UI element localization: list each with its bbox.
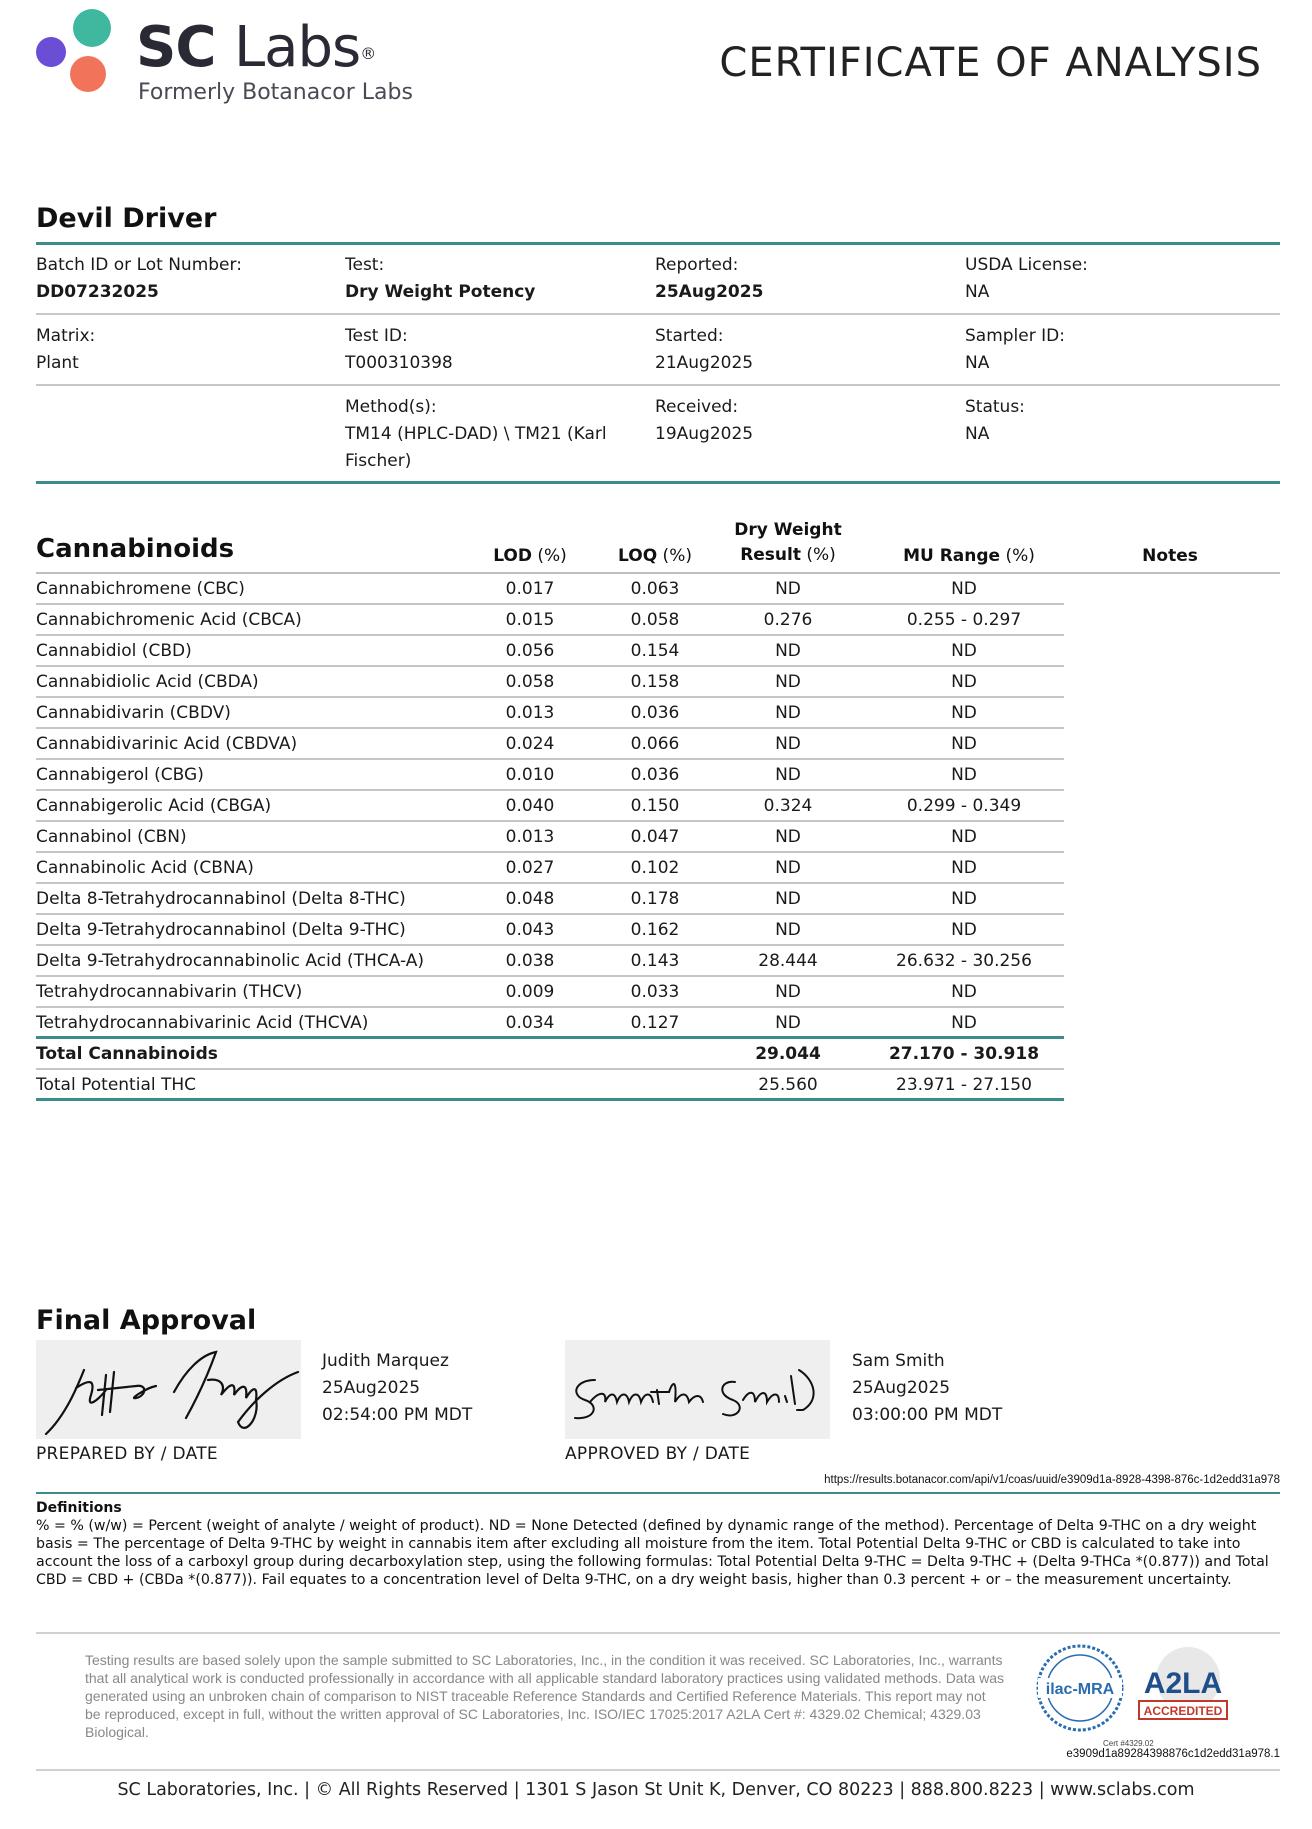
- table-row: [36, 822, 1064, 853]
- mu-range-cell: 27.170 - 30.918: [888, 1044, 1040, 1064]
- result-cell: ND: [775, 920, 801, 940]
- lod-cell: 0.056: [505, 641, 555, 661]
- lod-cell: 0.009: [505, 982, 555, 1002]
- result-cell: ND: [775, 1013, 801, 1033]
- result-cell: ND: [775, 641, 801, 661]
- certificate-hash: e3909d1a89284398876c1d2edd31a978.1: [1066, 1748, 1280, 1760]
- analyte-name-cell: Cannabidivarinic Acid (CBDVA): [36, 734, 298, 754]
- analyte-name-cell: Cannabinol (CBN): [36, 827, 187, 847]
- approved-name: Sam Smith: [852, 1351, 945, 1371]
- analyte-name-cell: Tetrahydrocannabivarin (THCV): [36, 982, 303, 1002]
- analyte-name-cell: Cannabigerol (CBG): [36, 765, 204, 785]
- prepared-info: [322, 1348, 472, 1429]
- prepared-caption: PREPARED BY / DATE: [36, 1444, 218, 1464]
- method-value-line2: Fischer): [345, 451, 412, 471]
- table-row: [36, 915, 1064, 946]
- test-label: Test:: [345, 255, 385, 275]
- cert-number-small: Cert #4329.02: [1103, 1739, 1154, 1748]
- ilac-mra-badge-icon: [1034, 1643, 1126, 1733]
- lod-header: LOD (%): [493, 546, 567, 566]
- started-info: [655, 323, 935, 377]
- status-info: [965, 394, 1245, 448]
- matrix-info: [36, 323, 316, 377]
- prepared-time: 02:54:00 PM MDT: [322, 1405, 473, 1425]
- divider: [36, 313, 1280, 315]
- table-row: [36, 698, 1064, 729]
- approved-caption: APPROVED BY / DATE: [565, 1444, 751, 1464]
- results-url-link[interactable]: https://results.botanacor.com/api/v1/coas/uuid/e3909d1a-8928-4398-876c-1d2edd31a978: [824, 1474, 1280, 1486]
- result-cell: 29.044: [755, 1044, 821, 1064]
- method-value-line1: TM14 (HPLC-DAD) \ TM21 (Karl: [345, 424, 607, 444]
- prepared-signature: [36, 1340, 301, 1439]
- divider: [36, 481, 1280, 484]
- loq-cell: 0.036: [630, 703, 680, 723]
- batch-value: DD07232025: [36, 282, 159, 302]
- table-row: [36, 884, 1064, 915]
- approved-info: [852, 1348, 1002, 1429]
- test-info: [345, 252, 625, 306]
- result-cell: 0.324: [763, 796, 813, 816]
- analyte-name-cell: Total Potential THC: [36, 1075, 197, 1095]
- prepared-date: 25Aug2025: [322, 1378, 421, 1398]
- analyte-name-cell: Cannabichromenic Acid (CBCA): [36, 610, 302, 630]
- mu-range-cell: ND: [951, 672, 977, 692]
- table-row: [36, 574, 1064, 605]
- received-value: 19Aug2025: [655, 424, 754, 444]
- table-row: [36, 791, 1064, 822]
- loq-cell: 0.162: [630, 920, 680, 940]
- table-row: [36, 977, 1064, 1008]
- reported-info: [655, 252, 935, 306]
- lod-cell: 0.013: [505, 827, 555, 847]
- method-label: Method(s):: [345, 397, 437, 417]
- loq-cell: 0.127: [630, 1013, 680, 1033]
- analyte-name-cell: Total Cannabinoids: [36, 1044, 218, 1064]
- table-row: [36, 760, 1064, 791]
- test-id-label: Test ID:: [345, 326, 408, 346]
- lod-cell: 0.015: [505, 610, 555, 630]
- status-value: NA: [965, 424, 990, 444]
- lod-cell: 0.058: [505, 672, 555, 692]
- lod-cell: 0.040: [505, 796, 555, 816]
- lod-cell: 0.038: [505, 951, 555, 971]
- analyte-name-cell: Cannabidivarin (CBDV): [36, 703, 231, 723]
- test-value: Dry Weight Potency: [345, 282, 536, 302]
- analyte-name-cell: Cannabidiol (CBD): [36, 641, 192, 661]
- table-row: [36, 636, 1064, 667]
- lod-cell: 0.048: [505, 889, 555, 909]
- matrix-value: Plant: [36, 353, 79, 373]
- table-row: [36, 946, 1064, 977]
- analyte-name-cell: Delta 8-Tetrahydrocannabinol (Delta 8-THC): [36, 889, 406, 909]
- table-row: [36, 1039, 1064, 1070]
- divider: [36, 1769, 1280, 1771]
- approved-date: 25Aug2025: [852, 1378, 951, 1398]
- loq-cell: 0.178: [630, 889, 680, 909]
- result-cell: ND: [775, 889, 801, 909]
- reported-value: 25Aug2025: [655, 282, 764, 302]
- mu-range-cell: ND: [951, 1013, 977, 1033]
- started-value: 21Aug2025: [655, 353, 754, 373]
- usda-value: NA: [965, 282, 990, 302]
- lod-cell: 0.017: [505, 579, 555, 599]
- mu-range-cell: ND: [951, 827, 977, 847]
- mu-range-cell: ND: [951, 982, 977, 1002]
- result-cell: ND: [775, 827, 801, 847]
- svg-text:ilac-MRA: ilac-MRA: [1045, 1681, 1115, 1698]
- sampler-value: NA: [965, 353, 990, 373]
- table-row: [36, 729, 1064, 760]
- sc-labs-logo: [36, 8, 456, 118]
- analyte-name-cell: Cannabigerolic Acid (CBGA): [36, 796, 272, 816]
- mu-range-cell: ND: [951, 858, 977, 878]
- approved-signature: [565, 1340, 830, 1439]
- logo-mark-icon: [36, 8, 124, 98]
- handwritten-signature-icon: [565, 1340, 830, 1439]
- handwritten-signature-icon: [36, 1340, 301, 1439]
- analyte-name-cell: Delta 9-Tetrahydrocannabinolic Acid (THCA-A): [36, 951, 424, 971]
- analyte-name-cell: Tetrahydrocannabivarinic Acid (THCVA): [36, 1013, 369, 1033]
- loq-cell: 0.058: [630, 610, 680, 630]
- result-cell: ND: [775, 579, 801, 599]
- result-cell: ND: [775, 703, 801, 723]
- test-id-value: T000310398: [345, 353, 453, 373]
- page-footer: SC Laboratories, Inc. | © All Rights Reserved | 1301 S Jason St Unit K, Denver, CO 80223 | 888.800.8223 | www.sclabs.com: [117, 1780, 1195, 1800]
- divider: [36, 1492, 1280, 1494]
- mu-range-cell: ND: [951, 734, 977, 754]
- sampler-label: Sampler ID:: [965, 326, 1065, 346]
- result-cell: ND: [775, 734, 801, 754]
- lod-cell: 0.024: [505, 734, 555, 754]
- analyte-name-cell: Delta 9-Tetrahydrocannabinol (Delta 9-THC): [36, 920, 406, 940]
- result-cell: 28.444: [758, 951, 818, 971]
- result-cell: ND: [775, 982, 801, 1002]
- lod-cell: 0.043: [505, 920, 555, 940]
- loq-cell: 0.158: [630, 672, 680, 692]
- loq-cell: 0.063: [630, 579, 680, 599]
- usda-info: [965, 252, 1245, 306]
- sampler-info: [965, 323, 1245, 377]
- test-id-info: [345, 323, 625, 377]
- mu-range-cell: 0.299 - 0.349: [906, 796, 1022, 816]
- received-label: Received:: [655, 397, 739, 417]
- table-row: [36, 853, 1064, 884]
- loq-cell: 0.047: [630, 827, 680, 847]
- result-cell: ND: [775, 765, 801, 785]
- loq-cell: 0.033: [630, 982, 680, 1002]
- status-label: Status:: [965, 397, 1025, 417]
- final-approval-title: Final Approval: [36, 1305, 257, 1336]
- divider: [36, 384, 1280, 386]
- mu-range-cell: ND: [951, 889, 977, 909]
- loq-cell: 0.102: [630, 858, 680, 878]
- document-title: CERTIFICATE OF ANALYSIS: [719, 40, 1262, 86]
- loq-cell: 0.143: [630, 951, 680, 971]
- svg-text:ACCREDITED: ACCREDITED: [1143, 1704, 1223, 1718]
- mu-range-cell: 0.255 - 0.297: [906, 610, 1022, 630]
- notes-header: Notes: [1142, 546, 1198, 566]
- lod-cell: 0.027: [505, 858, 555, 878]
- method-info: [345, 394, 625, 475]
- loq-cell: 0.066: [630, 734, 680, 754]
- mu-range-cell: 26.632 - 30.256: [896, 951, 1032, 971]
- cannabinoids-title: Cannabinoids: [36, 534, 235, 564]
- started-label: Started:: [655, 326, 724, 346]
- analyte-name-cell: Cannabichromene (CBC): [36, 579, 245, 599]
- table-row: [36, 667, 1064, 698]
- mu-range-cell: ND: [951, 765, 977, 785]
- a2la-accredited-badge-icon: [1133, 1643, 1233, 1733]
- reported-label: Reported:: [655, 255, 739, 275]
- loq-cell: 0.150: [630, 796, 680, 816]
- usda-label: USDA License:: [965, 255, 1088, 275]
- definitions-title: Definitions: [36, 1500, 122, 1516]
- result-cell: 0.276: [763, 610, 813, 630]
- product-name: Devil Driver: [36, 203, 217, 234]
- analyte-name-cell: Cannabidiolic Acid (CBDA): [36, 672, 259, 692]
- result-cell: 25.560: [758, 1075, 818, 1095]
- brand-name: SC Labs®: [136, 15, 376, 80]
- result-cell: ND: [775, 672, 801, 692]
- svg-text:A2LA: A2LA: [1143, 1667, 1223, 1700]
- analyte-name-cell: Cannabinolic Acid (CBNA): [36, 858, 254, 878]
- loq-cell: 0.036: [630, 765, 680, 785]
- mu-range-cell: ND: [951, 703, 977, 723]
- brand-subtitle: Formerly Botanacor Labs: [138, 80, 413, 105]
- table-row: [36, 605, 1064, 636]
- mu-range-cell: ND: [951, 920, 977, 940]
- lod-cell: 0.013: [505, 703, 555, 723]
- result-header: Dry Weight Result (%): [734, 520, 842, 565]
- mu-range-cell: ND: [951, 641, 977, 661]
- table-row: [36, 1070, 1064, 1101]
- definitions-text: % = % (w/w) = Percent (weight of analyte / weight of product). ND = None Detected (defined by dynamic range of the method). Percentage of Delta 9-THC on a dry weight basis = The percentage of Delta 9-THC by weight in cannabis item after excluding all moisture from the item. Total Potential Delta 9-THC or CBD is calculated to take into account the loss of a carboxyl group during decarboxylation step, using the following formulas: Total Potential Delta 9-THC = Delta 9-THC + (Delta 9-THCa *(0.877)) and Total CBD = CBD + (CBDa *(0.877)). Fail equates to a concentration level of Delta 9-THC, on a dry weight basis, higher than 0.3 percent + or – the measurement uncertainty.: [36, 1518, 1269, 1588]
- approved-time: 03:00:00 PM MDT: [852, 1405, 1003, 1425]
- loq-header: LOQ (%): [618, 546, 692, 566]
- batch-info: [36, 252, 316, 306]
- divider: [36, 242, 1280, 245]
- mu-range-cell: ND: [951, 579, 977, 599]
- lod-cell: 0.010: [505, 765, 555, 785]
- batch-label: Batch ID or Lot Number:: [36, 255, 242, 275]
- received-info: [655, 394, 935, 448]
- lod-cell: 0.034: [505, 1013, 555, 1033]
- divider: [36, 1632, 1280, 1634]
- matrix-label: Matrix:: [36, 326, 96, 346]
- loq-cell: 0.154: [630, 641, 680, 661]
- result-cell: ND: [775, 858, 801, 878]
- prepared-name: Judith Marquez: [322, 1351, 449, 1371]
- table-row: [36, 1008, 1064, 1039]
- mu-range-cell: 23.971 - 27.150: [896, 1075, 1032, 1095]
- mu-header: MU Range (%): [903, 546, 1035, 566]
- disclaimer-text: Testing results are based solely upon the sample submitted to SC Laboratories, Inc., in the condition it was received. SC Laboratories, Inc., warrants that all analytical work is conducted professionally in accordance with all applicable standard laboratory practices using validated methods. Data was generated using an unbroken chain of comparison to NIST traceable Reference Standards and Certified Reference Materials. This report may not be reproduced, except in full, without the written approval of SC Laboratories, Inc. ISO/IEC 17025:2017 A2LA Cert #: 4329.02 Chemical; 4329.03 Biological.: [85, 1652, 1005, 1740]
